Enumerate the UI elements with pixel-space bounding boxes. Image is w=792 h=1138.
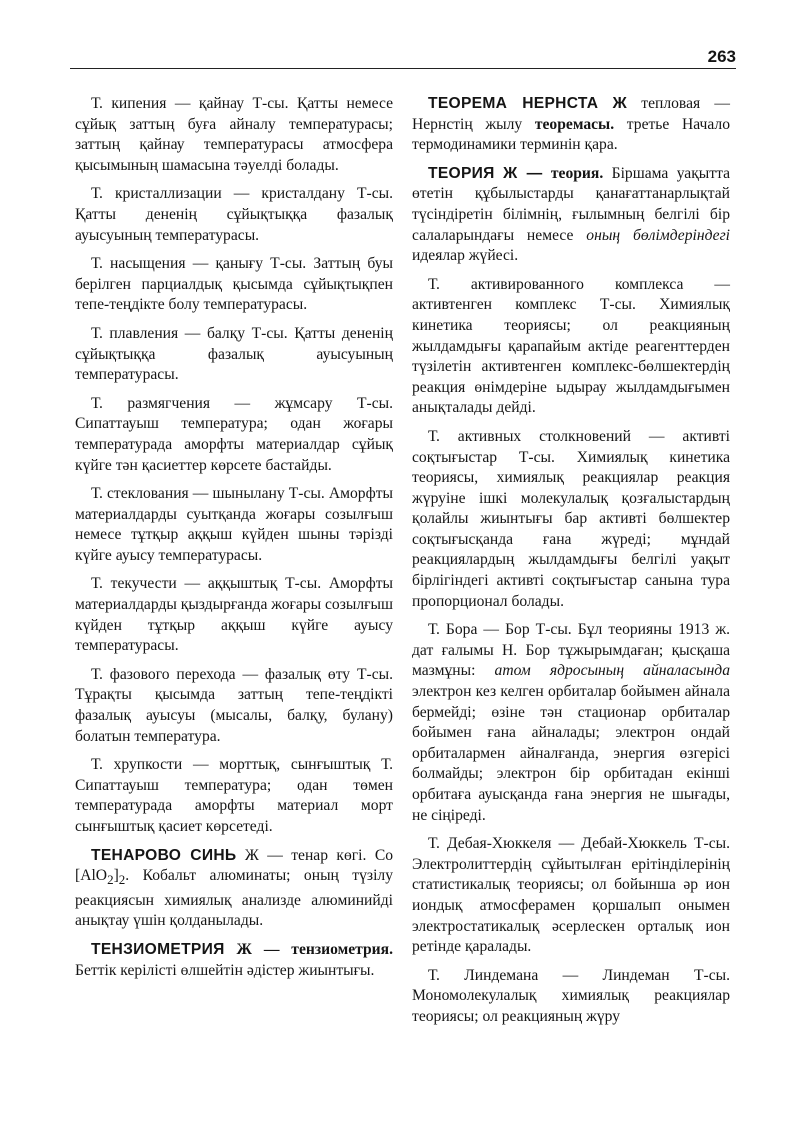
headword: ТЕОРЕМА НЕРНСТА	[428, 95, 599, 112]
entry-body: Мономолекулалық химиялық реакциялар теориясы; ол реакцияның жүру	[412, 987, 730, 1025]
entry-body: Электролиттердің сұйытылған ерітінділерінің статистикалық теориясы; ол бойынша әр ион иондық атмосферамен қоршалып онымен электростатикалық әсерлескен орталық ион ретінде қаралады.	[412, 855, 730, 956]
formula-sub: 2	[107, 872, 114, 888]
entry-kristallizacii	[75, 184, 393, 246]
header-rule	[70, 68, 736, 69]
headword: ТЕНАРОВО СИНЬ	[91, 846, 237, 864]
headword: ТЕОРИЯ	[428, 164, 495, 182]
entry-nasysheniya	[75, 254, 393, 316]
entry-body: Аморфты материалдарды қыздырғанда жоғары созылғыш күйден тұтқыр аққыш күйге ауысу температурасы.	[75, 575, 393, 655]
entry-title: Т. Дебая-Хюккеля — Дебай-Хюккель Т-сы.	[428, 835, 730, 853]
entry-italic: оның бөлімдеріндегі	[586, 226, 731, 244]
entry-body: тепловая — Нернстің жылу	[412, 95, 731, 133]
entry-fazovogo-perehoda	[75, 665, 393, 747]
entry-lindemana	[412, 966, 730, 1028]
page-number: 263	[707, 47, 736, 66]
entry-body: Бұл теорияны 1913 ж. дат ғалымы Н. Бор тұжырымдаған; қысқаша мазмұны:	[412, 621, 730, 680]
entry-title: Т. плавления — балқу Т-сы.	[91, 324, 288, 342]
entry-body: Химиялық кинетика теориясы; ол реакцияның жылдамдығы қарапайым актіде реагенттерден түзілетін активтенген комплекс-бөлшектердің реакция өнімдеріне ыдырау жылдамдығымен анықталады дейді.	[412, 296, 730, 417]
entry-tenziometria	[75, 940, 393, 981]
right-column	[412, 94, 730, 1036]
left-column	[75, 94, 393, 989]
entry-title: Т. стеклования — шынылану Т-сы.	[91, 485, 325, 503]
entry-hrupkosti	[75, 755, 393, 837]
entry-body: Беттік керілісті өлшейтін әдістер жиынтығы.	[75, 961, 375, 979]
entry-title: Т. Бора — Бор Т-сы.	[428, 621, 572, 639]
entry-title: Т. Линдемана — Линдеман Т-сы.	[428, 966, 730, 984]
entry-body: электрон кез келген орбиталар бойымен айнала бермейді; өзіне тән стационар орбиталар бойымен ғана айналады; электрон ондай орбиталармен айналғанда, энергия өзгерісі болмайды; электрон бір орбитадан екінші орбитаға ауысқанда ғана энергия не шығады, не сіңіреді.	[412, 683, 730, 824]
entry-mark: Ж — тенар көгі.	[244, 846, 367, 864]
entry-body: Химиялық кинетика теориясы, химиялық реакциялар реакция жүруіне ішкі молекулалық қозғалыстардың қолайлы жиынтығы бар активті бөлшектер соқтығысқанда ғана жүреді; мұндай реакциялардың жылдамдығы белгілі уақыт бірлігіндегі активті соқтығыстар санына тура пропорционал болады.	[412, 448, 730, 610]
entry-body: Сипаттауыш температура; одан төмен температурада аморфты материал морт сынғыштық қасиет көрсетеді.	[75, 776, 393, 835]
entry-plavleniya	[75, 324, 393, 386]
entry-steklovaniya	[75, 484, 393, 566]
entry-body: Қатты немесе сұйық заттың буға айналу температурасы; заттың қайнау температурасы атмосфера қысымының шамасына тәуелді болады.	[75, 95, 393, 174]
entry-mark: Ж	[612, 95, 627, 112]
entry-body: третье Начало термодинамики терминін қара.	[412, 115, 731, 154]
entry-razmyagcheniya	[75, 394, 393, 476]
formula-sub: 2	[118, 872, 126, 888]
entry-body: . Кобальт алюминаты; оның түзілу реакциясын химиялық анализде алюминийді анықтау үшін қолданылады.	[75, 867, 393, 930]
entry-mark: Ж —	[503, 164, 543, 182]
entry-title: Т. насыщения — қанығу Т-сы.	[91, 255, 307, 273]
entry-body: идеялар жүйесі.	[412, 247, 519, 265]
entry-title: Т. текучести — аққыштық Т-сы.	[91, 575, 322, 593]
entry-body: Аморфты материалдарды суытқанда жоғары созылғыш немесе тұтқыр аққыш күйден шыны тәрізді күйге ауысу температурасы.	[75, 485, 393, 564]
entry-body: Біршама уақытта өтетін құбылыстарды қанағаттанарлықтай түсіндіретін білімнің, ғылымның белгілі бір салаларындағы немесе	[412, 164, 731, 244]
entry-title: Т. кристаллизации — кристалдану Т-сы.	[91, 185, 393, 203]
entry-body: Қатты дененің сұйықтыққа фазалық ауысуының температурасы.	[75, 324, 393, 384]
entry-tenarovo	[75, 846, 393, 932]
entry-title: Т. кипения — қайнау Т-сы.	[91, 95, 289, 112]
entry-body: Сипаттауыш температура; одан жоғары температурада аморфты материалдар сұйық күйге тән қасиеттер көрсете бастайды.	[75, 415, 393, 474]
entry-aktivnyh	[412, 427, 730, 612]
entry-body: Қатты дененің сұйықтыққа фазалық ауысуының температурасы.	[75, 205, 393, 244]
entry-kipeniya	[75, 94, 393, 176]
entry-title: Т. активированного комплекса — активтенген комплекс Т-сы.	[412, 275, 730, 314]
formula-pre: Со [AlO	[75, 846, 394, 885]
entry-title: Т. размягчения — жұмсару Т-сы.	[91, 394, 393, 412]
headword: ТЕНЗИОМЕТРИЯ	[91, 941, 225, 959]
entry-body: Заттың буы берілген парциалдық қысымда сұйықтықпен тепе-теңдікте болу температурасы.	[75, 255, 393, 314]
entry-debaya-hyukkelya	[412, 834, 730, 958]
entry-aktivirovannogo	[412, 275, 730, 419]
entry-nernst	[412, 94, 730, 156]
entry-body: Тұрақты қысымда заттың тепе-теңдікті фазалық ауысуы (мысалы, балқу, булану) болатын температура.	[75, 686, 393, 745]
entry-tekuchesti	[75, 574, 393, 656]
entry-italic: атом ядросының айналасында	[494, 662, 730, 680]
entry-term: теория.	[550, 164, 604, 182]
entry-title: Т. активных столкновений — активті соқтығыстар Т-сы.	[412, 427, 730, 466]
entry-term: теоремасы.	[534, 115, 615, 133]
formula-post: ]	[113, 867, 119, 885]
entry-bora	[412, 620, 730, 826]
entry-teoria	[412, 164, 730, 267]
entry-title: Т. фазового перехода — фазалық өту Т-сы.	[91, 665, 393, 683]
entry-title: Т. хрупкости — морттық, сынғыштық Т.	[91, 756, 393, 774]
entry-mark: Ж — тензиометрия.	[236, 941, 394, 959]
